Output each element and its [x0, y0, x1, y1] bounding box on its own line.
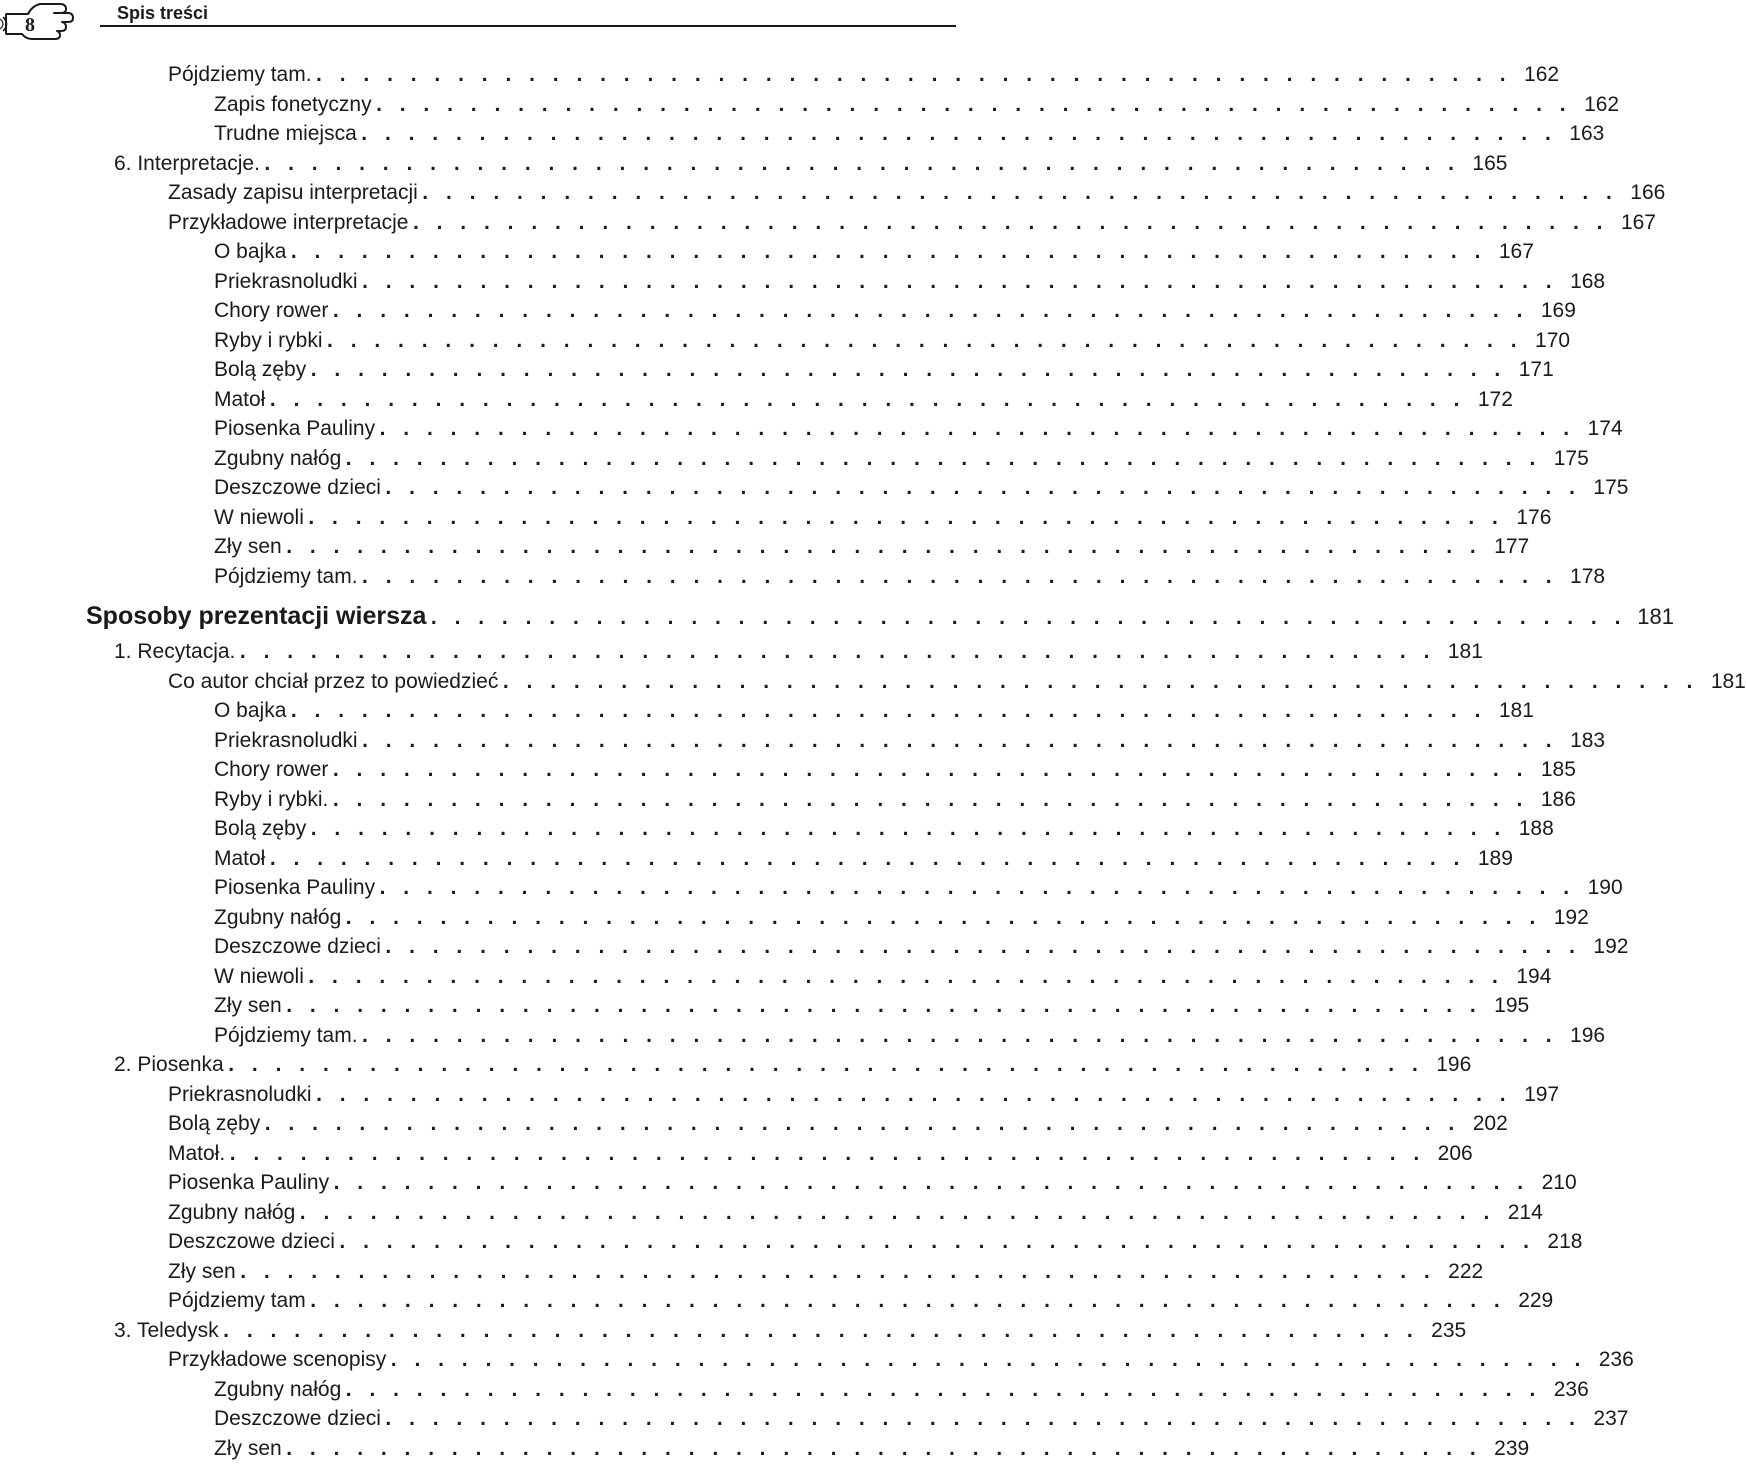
- toc-entry-page-number: 178: [1570, 564, 1606, 588]
- toc-entry-page-number: 181: [1710, 669, 1746, 693]
- toc-entry-title: Zapis fonetyczny: [214, 92, 372, 116]
- dot-leader: . . . . . . . . . . . . . . . . . . . . . . . . . . . . . . . . . . . . . . . . . . . . . . . . . . .: [410, 212, 1606, 234]
- toc-entry-page-number: 206: [1437, 1141, 1473, 1165]
- dot-leader: . . . . . . . . . . . . . . . . . . . . . . . . . . . . . . . . . . . . . . . . . . . . . . . . . . .: [307, 1291, 1504, 1312]
- dot-leader: . . . . . . . . . . . . . . . . . . . . . . . . . . . . . . . . . . . . . . . . . . . . . . . . . . .: [359, 730, 1556, 752]
- toc-entry-page-number: 186: [1540, 787, 1576, 811]
- dot-leader: . . . . . . . . . . . . . . . . . . . . . . . . . . . . . . . . . . . . . . . . . . . . . . . . . . .: [313, 65, 1510, 86]
- toc-entry: [0, 385, 1513, 415]
- toc-entry: [0, 532, 1530, 562]
- toc-entry-page-number: 162: [1524, 63, 1560, 86]
- dot-leader: . . . . . . . . . . . . . . . . . . . . . . . . . . . . . . . . . . . . . . . . . . . . . . . . . . .: [358, 124, 1555, 145]
- toc-entry-page-number: 163: [1569, 122, 1605, 145]
- toc-entry: [0, 1168, 1577, 1198]
- toc-entry-page-number: 170: [1535, 328, 1571, 352]
- toc-entry: [0, 667, 1746, 697]
- dot-leader: . . . . . . . . . . . . . . . . . . . . . . . . . . . . . . . . . . . . . . . . . . . . . . . . . . .: [343, 1379, 1539, 1401]
- toc-entry-title: Piosenka Pauliny: [214, 876, 376, 899]
- toc-entry-page-number: 218: [1547, 1230, 1583, 1253]
- toc-entry-page-number: 194: [1516, 964, 1552, 988]
- toc-entry: [0, 873, 1623, 903]
- toc-entry-page-number: 229: [1518, 1289, 1554, 1312]
- dot-leader: . . . . . . . . . . . . . . . . . . . . . . . . . . . . . . . . . . . . . . . . . . . . . . . . . . .: [343, 907, 1539, 929]
- toc-entry: [0, 696, 1534, 726]
- toc-entry-page-number: 181: [1447, 640, 1483, 663]
- toc-entry-page-number: 167: [1498, 240, 1534, 263]
- toc-entry: [0, 962, 1552, 992]
- toc-entry-title: Pójdziemy tam.: [214, 1023, 358, 1047]
- toc-entry-title: Zgubny nałóg: [214, 905, 342, 929]
- toc-entry: [0, 444, 1589, 474]
- toc-entry-title: Priekrasnoludki: [214, 269, 358, 293]
- dot-leader: . . . . . . . . . . . . . . . . . . . . . . . . . . . . . . . . . . . . . . . . . . . . . . . . . . .: [330, 760, 1526, 781]
- toc-entry-title: Deszczowe dzieci: [214, 1407, 381, 1430]
- toc-entry: [0, 237, 1534, 267]
- dot-leader: . . . . . . . . . . . . . . . . . . . . . . . . . . . . . . . . . . . . . . . . . . . . . . . . . . .: [283, 996, 1480, 1017]
- dot-leader: . . . . . . . . . . . . . . . . . . . . . . . . . . . . . . . . . . . . . . . . . . . . . . . . . . .: [220, 1320, 1417, 1342]
- dot-leader: . . . . . . . . . . . . . . . . . . . . . . . . . . . . . . . . . . . . . . . . . . . . . . . . . . .: [267, 389, 1463, 411]
- dot-leader: . . . . . . . . . . . . . . . . . . . . . . . . . . . . . . . . . . . . . . . . . . . . . . . . . . .: [308, 819, 1504, 840]
- dot-leader: . . . . . . . . . . . . . . . . . . . . . . . . . . . . . . . . . . . . . . . . . . . . . . . . . . .: [359, 271, 1556, 293]
- dot-leader: . . . . . . . . . . . . . . . . . . . . . . . . . . . . . . . . . . . . . . . . . . . . . . . . . . .: [308, 360, 1504, 381]
- dot-leader: . . . . . . . . . . . . . . . . . . . . . . . . . . . . . . . . . . . . . . . . . . . . . . . . . . .: [373, 94, 1570, 116]
- toc-entry-page-number: 214: [1507, 1200, 1543, 1224]
- toc-entry: [0, 1375, 1589, 1405]
- toc-entry-page-number: 192: [1553, 905, 1589, 929]
- toc-entry: [0, 1316, 1467, 1346]
- dot-leader: . . . . . . . . . . . . . . . . . . . . . . . . . . . . . . . . . . . . . . . . . . . . . . . . . . .: [288, 701, 1484, 722]
- dot-leader: . . . . . . . . . . . . . . . . . . . . . . . . . . . . . . . . . . . . . . . . . . . . . . . . . . .: [237, 642, 1433, 663]
- dot-leader: . . . . . . . . . . . . . . . . . . . . . . . . . . . . . . . . . . . . . . . . . . . . . . . . . . .: [382, 937, 1579, 958]
- dot-leader: . . . . . . . . . . . . . . . . . . . . . . . . . . . . . . . . . . . . . . . . . . . . . . . . . . .: [428, 608, 1624, 629]
- toc-entry-page-number: 192: [1593, 935, 1629, 958]
- toc-entry-page-number: 196: [1436, 1053, 1472, 1076]
- toc-entry: [0, 90, 1620, 120]
- dot-leader: . . . . . . . . . . . . . . . . . . . . . . . . . . . . . . . . . . . . . . . . . . . . . . . . . . .: [324, 330, 1521, 352]
- dot-leader: . . . . . . . . . . . . . . . . . . . . . . . . . . . . . . . . . . . . . . . . . . . . . . . . . . .: [283, 537, 1480, 558]
- toc-entry-page-number: 235: [1431, 1318, 1467, 1342]
- dot-leader: . . . . . . . . . . . . . . . . . . . . . . . . . . . . . . . . . . . . . . . . . . . . . . . . . . .: [297, 1202, 1493, 1224]
- toc-entry-page-number: 189: [1477, 846, 1513, 870]
- toc-entry-title: 6. Interpretacje.: [114, 151, 260, 175]
- toc-entry-title: Ryby i rybki: [214, 328, 323, 352]
- toc-entry: [0, 60, 1560, 90]
- toc-entry-title: Zasady zapisu interpretacji: [168, 181, 418, 204]
- toc-entry: [0, 1198, 1543, 1228]
- toc-entry-page-number: 171: [1518, 358, 1554, 381]
- toc-entry-page-number: 166: [1630, 181, 1666, 204]
- toc-entry-title: Trudne miejsca: [214, 122, 357, 145]
- dot-leader: . . . . . . . . . . . . . . . . . . . . . . . . . . . . . . . . . . . . . . . . . . . . . . . . . . .: [382, 478, 1579, 499]
- toc-entry-page-number: 181: [1637, 604, 1674, 629]
- toc-entry-title: 2. Piosenka: [114, 1053, 224, 1076]
- toc-entry: [0, 637, 1483, 667]
- dot-leader: . . . . . . . . . . . . . . . . . . . . . . . . . . . . . . . . . . . . . . . . . . . . . . . . . . .: [227, 1143, 1423, 1165]
- dot-leader: . . . . . . . . . . . . . . . . . . . . . . . . . . . . . . . . . . . . . . . . . . . . . . . . . . .: [419, 183, 1616, 204]
- toc-entry-title: Zły sen: [214, 994, 282, 1017]
- toc-entry: [0, 414, 1623, 444]
- toc-entry-title: Bolą zęby: [214, 358, 307, 381]
- dot-leader: . . . . . . . . . . . . . . . . . . . . . . . . . . . . . . . . . . . . . . . . . . . . . . . . . . .: [261, 153, 1458, 175]
- toc-entry-title: Sposoby prezentacji wiersza: [86, 602, 427, 630]
- toc-entry-title: Priekrasnoludki: [168, 1082, 312, 1106]
- toc-entry: [0, 785, 1576, 815]
- toc-entry-title: Ryby i rybki.: [214, 787, 329, 811]
- toc-entry: [0, 1434, 1530, 1464]
- toc-entry-page-number: 169: [1540, 299, 1576, 322]
- toc-entry-title: Matoł: [214, 387, 266, 411]
- toc-entry-title: Matoł: [214, 846, 266, 870]
- toc-entry: [0, 932, 1629, 962]
- toc-entry: [0, 814, 1554, 844]
- toc-entry: [0, 119, 1605, 149]
- dot-leader: . . . . . . . . . . . . . . . . . . . . . . . . . . . . . . . . . . . . . . . . . . . . . . . . . . .: [330, 301, 1526, 322]
- dot-leader: . . . . . . . . . . . . . . . . . . . . . . . . . . . . . . . . . . . . . . . . . . . . . . . . . . .: [262, 1114, 1458, 1135]
- toc-entry-page-number: 236: [1553, 1377, 1589, 1401]
- toc-entry-title: Zły sen: [214, 535, 282, 558]
- toc-entry-page-number: 196: [1570, 1023, 1606, 1047]
- dot-leader: . . . . . . . . . . . . . . . . . . . . . . . . . . . . . . . . . . . . . . . . . . . . . . . . . . .: [305, 966, 1502, 988]
- toc-entry-title: Pójdziemy tam: [168, 1289, 306, 1312]
- toc-entry-title: Deszczowe dzieci: [168, 1230, 335, 1253]
- toc-entry-title: O bajka: [214, 240, 287, 263]
- toc-entry-title: Przykładowe scenopisy: [168, 1348, 387, 1371]
- toc-entry: [0, 1286, 1554, 1316]
- toc-entry-title: Chory rower: [214, 758, 329, 781]
- toc-entry-title: Przykładowe interpretacje: [168, 210, 409, 234]
- dot-leader: . . . . . . . . . . . . . . . . . . . . . . . . . . . . . . . . . . . . . . . . . . . . . . . . . . .: [225, 1055, 1422, 1076]
- toc-entry-page-number: 177: [1494, 535, 1530, 558]
- dot-leader: . . . . . . . . . . . . . . . . . . . . . . . . . . . . . . . . . . . . . . . . . . . . . . . . . . .: [330, 789, 1526, 811]
- dot-leader: . . . . . . . . . . . . . . . . . . . . . . . . . . . . . . . . . . . . . . . . . . . . . . . . . . .: [267, 848, 1463, 870]
- toc-entry-page-number: 165: [1472, 151, 1508, 175]
- toc-entry-title: Deszczowe dzieci: [214, 935, 381, 958]
- toc-entry-title: W niewoli: [214, 505, 304, 529]
- toc-entry: [0, 903, 1589, 933]
- toc-entry: [0, 562, 1606, 592]
- toc-entry-page-number: 168: [1570, 269, 1606, 293]
- toc-entry-title: Pójdziemy tam.: [168, 63, 312, 86]
- dot-leader: . . . . . . . . . . . . . . . . . . . . . . . . . . . . . . . . . . . . . . . . . . . . . . . . . . .: [382, 1409, 1579, 1430]
- toc-entry-title: Zły sen: [168, 1259, 236, 1283]
- toc-entry-page-number: 175: [1553, 446, 1589, 470]
- toc-entry-title: 3. Teledysk: [114, 1318, 219, 1342]
- toc-entry-title: Zgubny nałóg: [168, 1200, 296, 1224]
- toc-entry: [0, 755, 1576, 785]
- toc-entry-title: Zgubny nałóg: [214, 446, 342, 470]
- toc-entry-title: Matoł.: [168, 1141, 226, 1165]
- toc-entry-title: Bolą zęby: [214, 817, 307, 840]
- toc-entry-page-number: 237: [1593, 1407, 1629, 1430]
- toc-entry-title: 1. Recytacja.: [114, 640, 236, 663]
- toc-entry: [0, 1080, 1560, 1110]
- toc-entry: [0, 1345, 1634, 1375]
- toc-entry-page-number: 202: [1472, 1112, 1508, 1135]
- toc-entry: [0, 1109, 1508, 1139]
- pointing-hand-icon: [2, 0, 76, 46]
- toc-entry-title: Bolą zęby: [168, 1112, 261, 1135]
- header-divider: [100, 25, 956, 27]
- table-of-contents: [0, 60, 1746, 1463]
- dot-leader: . . . . . . . . . . . . . . . . . . . . . . . . . . . . . . . . . . . . . . . . . . . . . . . . . . .: [377, 878, 1573, 899]
- dot-leader: . . . . . . . . . . . . . . . . . . . . . . . . . . . . . . . . . . . . . . . . . . . . . . . . . . .: [377, 419, 1573, 440]
- dot-leader: . . . . . . . . . . . . . . . . . . . . . . . . . . . . . . . . . . . . . . . . . . . . . . . . . . .: [500, 671, 1696, 693]
- dot-leader: . . . . . . . . . . . . . . . . . . . . . . . . . . . . . . . . . . . . . . . . . . . . . . . . . . .: [359, 1025, 1556, 1047]
- toc-entry-page-number: 183: [1570, 728, 1606, 752]
- toc-entry: [0, 1404, 1629, 1434]
- toc-entry-page-number: 190: [1587, 876, 1623, 899]
- toc-entry: [0, 296, 1576, 326]
- dot-leader: . . . . . . . . . . . . . . . . . . . . . . . . . . . . . . . . . . . . . . . . . . . . . . . . . . .: [288, 242, 1484, 263]
- dot-leader: . . . . . . . . . . . . . . . . . . . . . . . . . . . . . . . . . . . . . . . . . . . . . . . . . . .: [359, 566, 1556, 588]
- toc-entry: [0, 1227, 1583, 1257]
- toc-entry-title: Chory rower: [214, 299, 329, 322]
- toc-entry: [0, 1139, 1473, 1169]
- toc-entry-page-number: 222: [1448, 1259, 1484, 1283]
- running-header-title: Spis treści: [117, 3, 209, 23]
- toc-entry: [0, 178, 1666, 208]
- toc-entry: [0, 844, 1513, 874]
- toc-entry: [0, 473, 1629, 503]
- toc-entry-page-number: 197: [1524, 1082, 1560, 1106]
- toc-entry-page-number: 195: [1494, 994, 1530, 1017]
- toc-entry-title: Co autor chciał przez to powiedzieć: [168, 669, 499, 693]
- toc-entry-page-number: 236: [1598, 1348, 1634, 1371]
- toc-entry: [0, 208, 1656, 238]
- dot-leader: . . . . . . . . . . . . . . . . . . . . . . . . . . . . . . . . . . . . . . . . . . . . . . . . . . .: [237, 1261, 1434, 1283]
- toc-entry: [0, 503, 1552, 533]
- toc-entry: [0, 1050, 1472, 1080]
- toc-entry-page-number: 162: [1584, 92, 1620, 116]
- toc-entry: [0, 1257, 1484, 1287]
- toc-entry-page-number: 181: [1498, 699, 1534, 722]
- toc-entry-title: Pójdziemy tam.: [214, 564, 358, 588]
- toc-entry-title: Piosenka Pauliny: [168, 1171, 330, 1194]
- toc-entry-page-number: 172: [1477, 387, 1513, 411]
- toc-entry: [0, 991, 1530, 1021]
- toc-entry-title: Piosenka Pauliny: [214, 417, 376, 440]
- page-header: [0, 0, 960, 40]
- toc-entry-page-number: 175: [1593, 476, 1629, 499]
- dot-leader: . . . . . . . . . . . . . . . . . . . . . . . . . . . . . . . . . . . . . . . . . . . . . . . . . . .: [283, 1438, 1480, 1460]
- toc-entry-page-number: 210: [1541, 1171, 1577, 1194]
- dot-leader: . . . . . . . . . . . . . . . . . . . . . . . . . . . . . . . . . . . . . . . . . . . . . . . . . . .: [336, 1232, 1533, 1253]
- toc-entry-title: Priekrasnoludki: [214, 728, 358, 752]
- toc-entry: [0, 726, 1606, 756]
- toc-entry-page-number: 185: [1540, 758, 1576, 781]
- toc-entry-page-number: 174: [1587, 417, 1623, 440]
- dot-leader: . . . . . . . . . . . . . . . . . . . . . . . . . . . . . . . . . . . . . . . . . . . . . . . . . . .: [343, 448, 1539, 470]
- dot-leader: . . . . . . . . . . . . . . . . . . . . . . . . . . . . . . . . . . . . . . . . . . . . . . . . . . .: [331, 1173, 1527, 1194]
- toc-entry-page-number: 176: [1516, 505, 1552, 529]
- toc-entry-title: O bajka: [214, 699, 287, 722]
- toc-entry-page-number: 239: [1494, 1436, 1530, 1460]
- toc-part-heading: [0, 599, 1674, 633]
- dot-leader: . . . . . . . . . . . . . . . . . . . . . . . . . . . . . . . . . . . . . . . . . . . . . . . . . . .: [313, 1084, 1510, 1106]
- toc-entry-title: W niewoli: [214, 964, 304, 988]
- toc-entry-title: Zły sen: [214, 1436, 282, 1460]
- toc-entry-title: Deszczowe dzieci: [214, 476, 381, 499]
- page-number: 8: [25, 14, 35, 36]
- toc-entry-title: Zgubny nałóg: [214, 1377, 342, 1401]
- toc-entry: [0, 1021, 1606, 1051]
- toc-entry-page-number: 188: [1518, 817, 1554, 840]
- toc-entry: [0, 149, 1508, 179]
- toc-entry: [0, 355, 1554, 385]
- dot-leader: . . . . . . . . . . . . . . . . . . . . . . . . . . . . . . . . . . . . . . . . . . . . . . . . . . .: [388, 1350, 1584, 1371]
- toc-entry: [0, 267, 1606, 297]
- toc-entry-page-number: 167: [1620, 210, 1656, 234]
- toc-entry: [0, 326, 1571, 356]
- dot-leader: . . . . . . . . . . . . . . . . . . . . . . . . . . . . . . . . . . . . . . . . . . . . . . . . . . .: [305, 507, 1502, 529]
